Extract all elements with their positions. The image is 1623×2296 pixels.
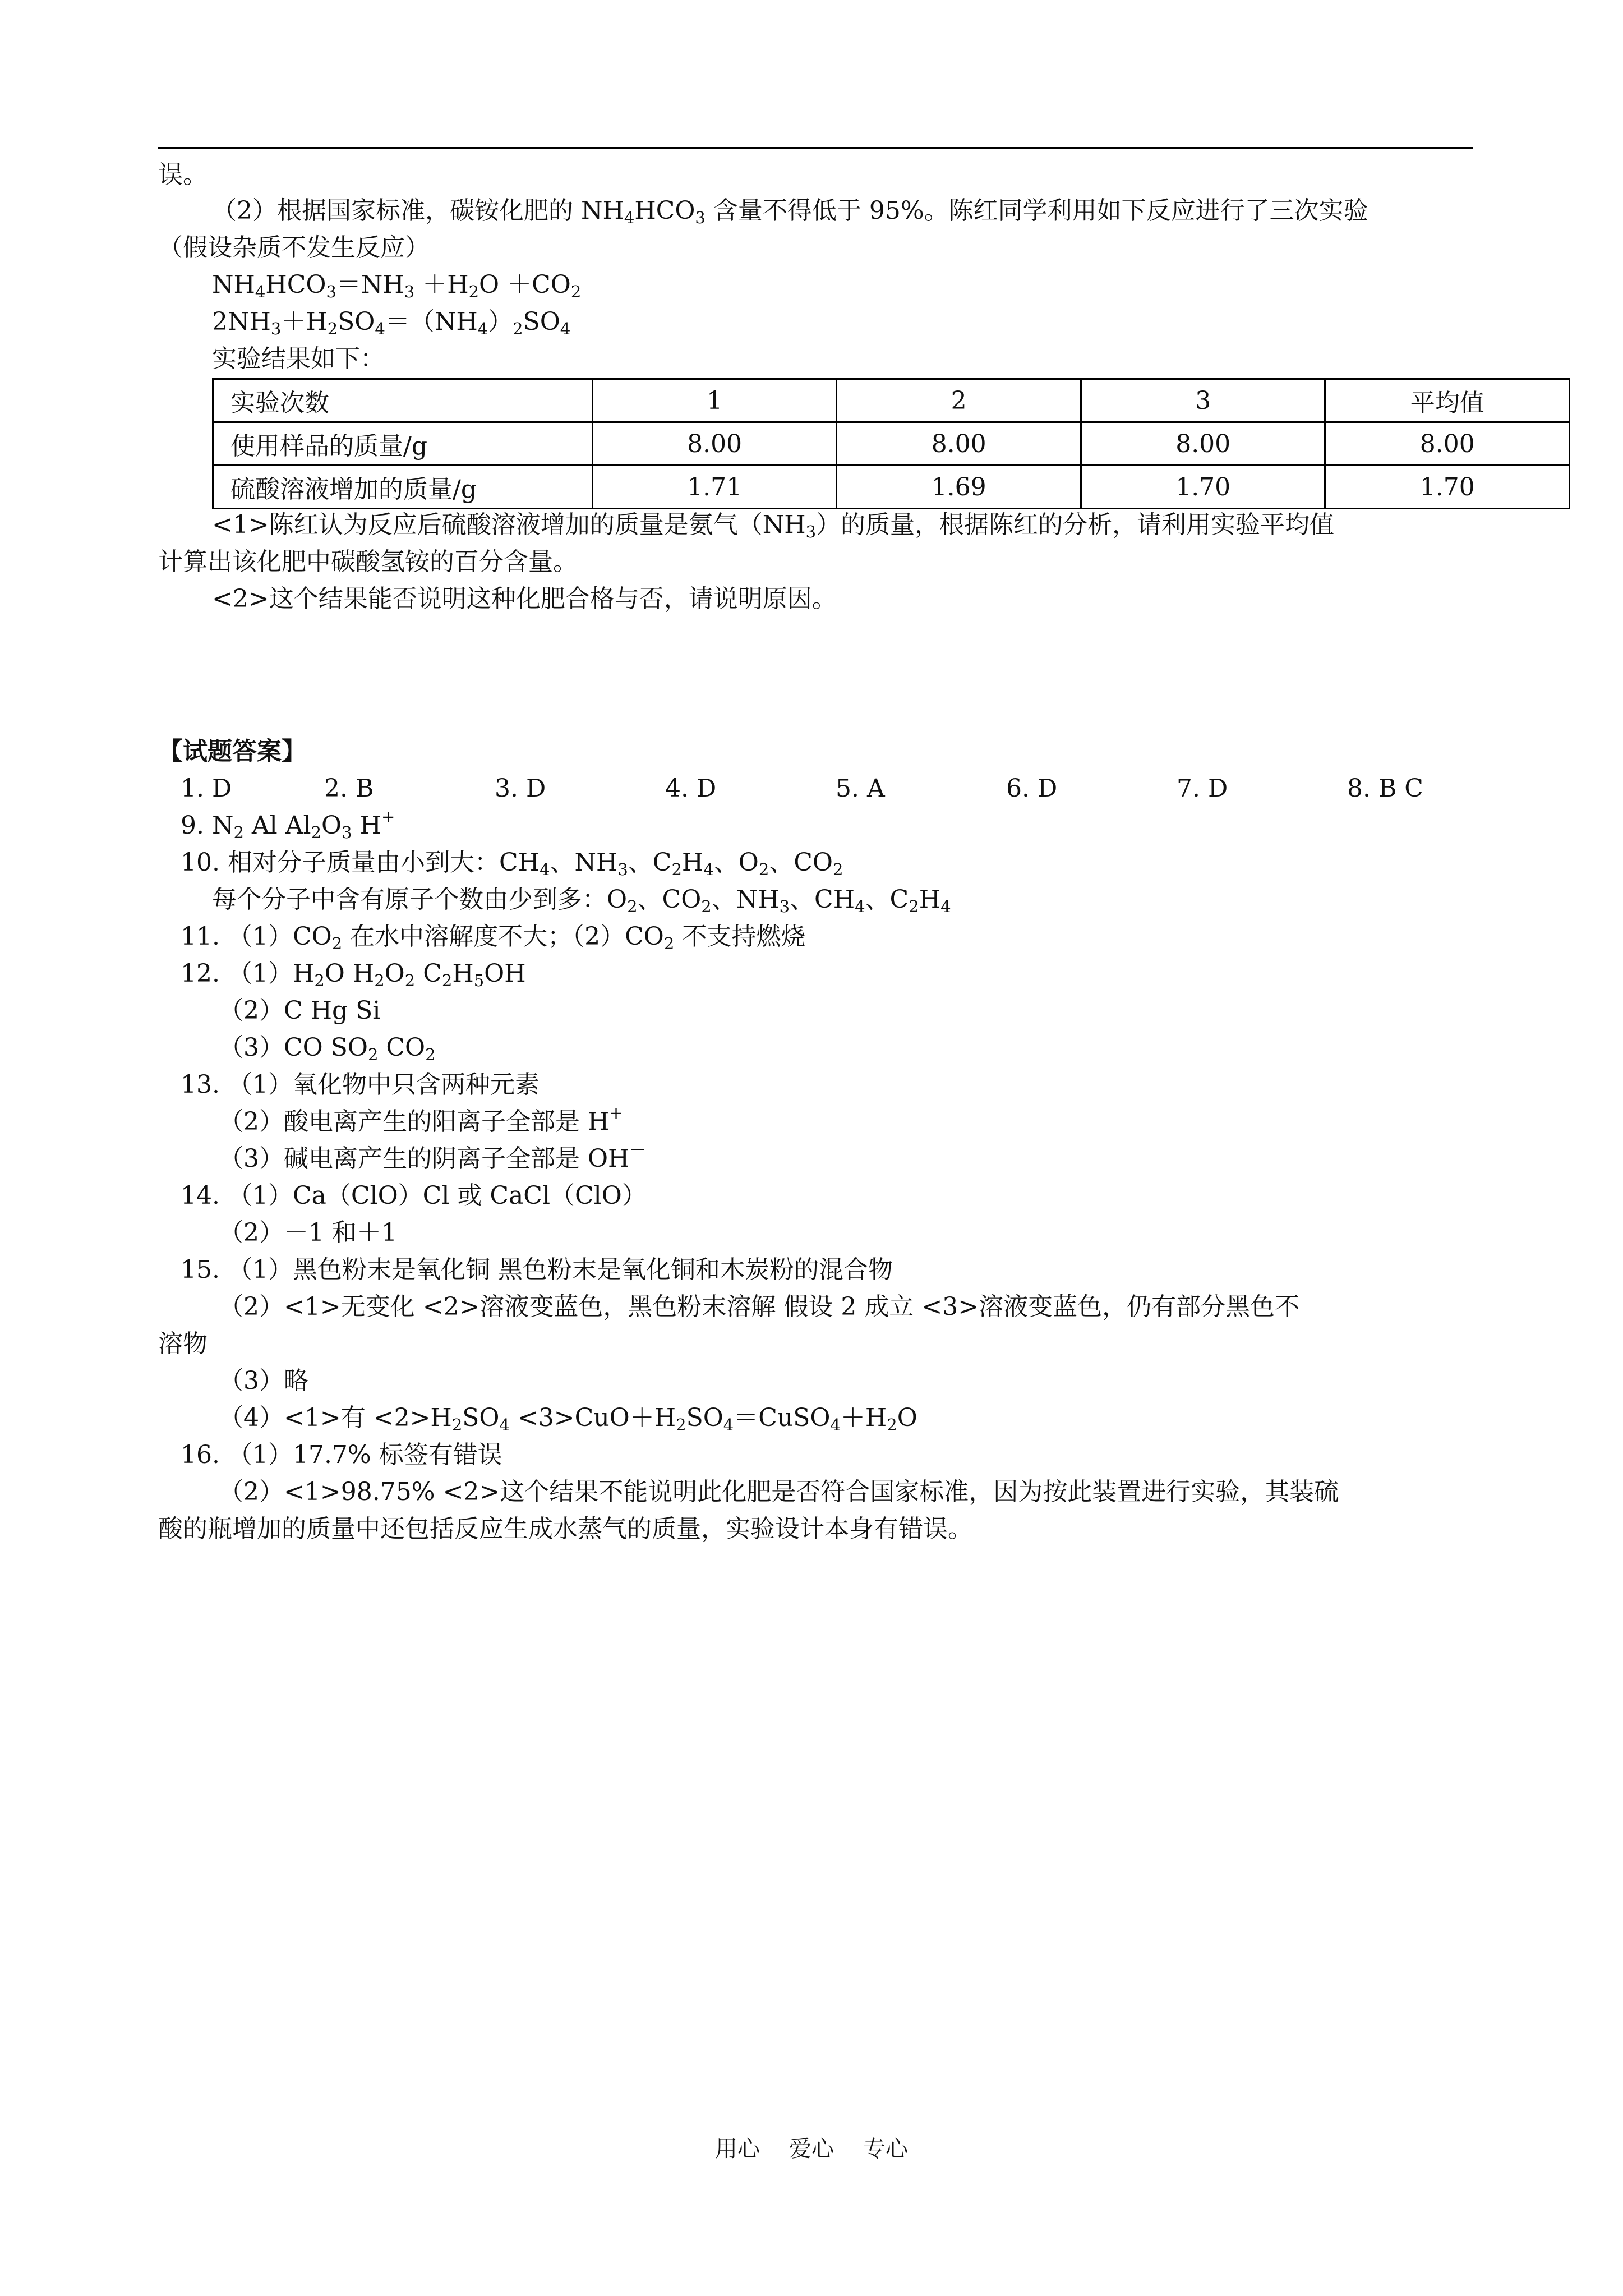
formula-text: O [321, 811, 342, 840]
formula-text: ＋H [840, 1404, 887, 1432]
formula-text: SO [462, 1404, 500, 1432]
footer-word: 专心 [863, 2136, 908, 2162]
question-2-assumption: （假设杂质不发生反应） [158, 233, 430, 262]
formula-text: 10. 相对分子质量由小到大：CH [181, 848, 540, 877]
formula-text: 11. （1）CO [181, 922, 332, 951]
formula-text: SO [338, 307, 375, 336]
formula-index: 4 [940, 897, 951, 916]
answers-heading: 【试题答案】 [158, 737, 306, 766]
formula-index: 2 [513, 319, 523, 338]
table-header-cell: 1 [592, 379, 837, 422]
formula-index: 2 [627, 897, 638, 916]
answer-mc-5: 5. A [836, 774, 885, 803]
formula-index: 2 [451, 1415, 463, 1434]
formula-index: 4 [560, 319, 571, 338]
formula-text: Al Al [243, 811, 311, 840]
formula-text: ＋H [281, 307, 328, 336]
formula-text: ＝NH [336, 270, 404, 299]
formula-index: 2 [311, 823, 322, 842]
formula-text: 12. （1）H [181, 959, 315, 988]
footer-word: 用心 [715, 2136, 760, 2162]
formula-index: － [629, 1140, 646, 1159]
table-cell: 硫酸溶液增加的质量/g [213, 466, 593, 509]
formula-text: 、NH [711, 885, 780, 914]
table-header-cell: 平均值 [1325, 379, 1570, 422]
formula-index: 4 [499, 1415, 510, 1434]
formula-index: 4 [255, 282, 266, 301]
answer-mc-8: 8. B C [1347, 774, 1423, 803]
sub-question-2: <2>这个结果能否说明这种化肥合格与否，请说明原因。 [212, 585, 837, 613]
answer-mc-4: 4. D [665, 774, 717, 803]
continuation-text: 误。 [158, 160, 208, 189]
formula-text: H [352, 811, 381, 840]
formula-index: 2 [909, 897, 919, 916]
formula-index: 2 [758, 860, 769, 879]
table-header-cell: 实验次数 [213, 379, 593, 422]
formula-index: 3 [326, 282, 336, 301]
answer-mc-7: 7. D [1177, 774, 1228, 803]
formula-index: + [609, 1103, 623, 1122]
formula-text: （2）酸电离产生的阳离子全部是 H [219, 1107, 610, 1136]
formula-text: 、C [865, 885, 909, 914]
formula-text: O H [324, 959, 375, 988]
answer-12-line-2: （2）C Hg Si [219, 996, 381, 1025]
formula-text: （3）CO SO [219, 1033, 368, 1062]
formula-text: ＋H [414, 270, 469, 299]
formula-index: 4 [830, 1415, 841, 1434]
formula-text: O [897, 1404, 917, 1432]
sub-question-1: <1>陈红认为反应后硫酸溶液增加的质量是氨气$(NH_3)$的质量，根据陈红的分析，请利用实验平均值 [212, 510, 1335, 541]
table-header-cell: 3 [1081, 379, 1325, 422]
formula-text: （4）<1>有 <2>H [219, 1404, 452, 1432]
formula-text: 、CH [790, 885, 855, 914]
formula-index: + [381, 807, 395, 826]
formula-index: 2 [570, 282, 582, 301]
answer-15-line-4: （3）略 [219, 1366, 308, 1395]
formula-text: 、CO [769, 848, 833, 877]
table-row [213, 422, 1570, 466]
table-cell: 1.71 [592, 466, 837, 509]
formula-index: 4 [703, 860, 714, 879]
formula-index: 2 [367, 1045, 379, 1064]
reaction-2 [212, 305, 570, 339]
formula-index: 2 [701, 897, 712, 916]
formula-index: 2 [314, 971, 325, 990]
answer-15-line-2: （2）<1>无变化 <2>溶液变蓝色，黑色粉末溶解 假设 2 成立 <3>溶液变蓝色，仍有部分黑色不 [219, 1292, 1300, 1321]
formula-text: C [415, 959, 442, 988]
footer-word: 爱心 [789, 2136, 834, 2162]
formula-text: 、NH [550, 848, 618, 877]
formula-text: SO [523, 307, 560, 336]
formula-index: 4 [477, 319, 488, 338]
answer-16-line-3: 酸的瓶增加的质量中还包括反应生成水蒸气的质量，实验设计本身有错误。 [158, 1515, 972, 1543]
formula-text: 、C [628, 848, 672, 877]
answer-mc-2: 2. B [324, 774, 374, 803]
formula-index: 2 [404, 971, 416, 990]
formula-text: H [919, 885, 941, 914]
formula-text: <3>CuO＋H [509, 1404, 676, 1432]
formula-index: 2 [327, 319, 338, 338]
header-rule [158, 147, 1473, 149]
table-cell: 8.00 [1081, 422, 1325, 466]
answer-9 [181, 809, 395, 843]
formula-index: 2 [833, 860, 843, 879]
table-cell: 1.70 [1081, 466, 1325, 509]
table-row [213, 379, 1570, 422]
formula-index: 2 [671, 860, 682, 879]
formula-text: 、CO [637, 885, 702, 914]
table-row [213, 466, 1570, 509]
table-cell: 1.70 [1325, 466, 1570, 509]
answer-10-line-2 [212, 883, 951, 917]
page-footer [0, 2135, 1623, 2163]
answer-mc-3: 3. D [495, 774, 546, 803]
table-cell: 8.00 [592, 422, 837, 466]
formula-index: 3 [342, 823, 352, 842]
formula-index: 2 [468, 282, 479, 301]
formula-text: OH [484, 959, 526, 988]
formula-text: （3）碱电离产生的阴离子全部是 OH [219, 1144, 630, 1173]
answer-16-line-2: （2）<1>98.75% <2>这个结果不能说明此化肥是否符合国家标准，因为按此装置进行实验，其装硫 [219, 1478, 1339, 1506]
formula-index: 2 [331, 934, 343, 953]
formula-text: 在水中溶解度不大；（2）CO [342, 922, 664, 951]
answer-12-line-3 [219, 1031, 436, 1065]
formula-index: 2 [663, 934, 675, 953]
formula-index: 4 [540, 860, 550, 879]
formula-text: 不支持燃烧 [674, 922, 806, 951]
sub-question-1-cont: 计算出该化肥中碳酸氢铵的百分含量。 [158, 547, 578, 576]
formula-text: 每个分子中含有原子个数由少到多：O [212, 885, 628, 914]
formula-index: 4 [375, 319, 385, 338]
formula-text: ） [488, 307, 513, 336]
formula-text: NH [212, 270, 255, 299]
answer-14-line-1: 14. （1）Ca（ClO）Cl 或 CaCl（ClO） [181, 1181, 647, 1210]
answer-13-line-3 [219, 1142, 645, 1176]
formula-text: 9. N [181, 811, 234, 840]
table-cell: 8.00 [837, 422, 1081, 466]
results-intro: 实验结果如下： [212, 344, 385, 373]
formula-text: 2NH [212, 307, 271, 336]
formula-text: O [384, 959, 405, 988]
formula-index: 3 [617, 860, 628, 879]
formula-text: CO [378, 1033, 426, 1062]
results-table [212, 378, 1570, 509]
formula-text: O ＋CO [479, 270, 571, 299]
formula-text: ＝（NH [385, 307, 478, 336]
table-cell: 使用样品的质量/g [213, 422, 593, 466]
reaction-1 [212, 268, 581, 302]
answer-mc-1: 1. D [181, 774, 232, 803]
formula-index: 3 [404, 282, 415, 301]
formula-index: 3 [779, 897, 790, 916]
answer-15-line-5 [219, 1401, 917, 1435]
formula-index: 2 [374, 971, 385, 990]
formula-text: H [452, 959, 474, 988]
question-2-intro: （2）根据国家标准，碳铵化肥的 $NH_4HCO_3$ 含量不得低于 95%。陈红同学利用如下反应进行了三次实验 [212, 196, 1368, 227]
formula-index: 5 [473, 971, 485, 990]
table-header-cell: 2 [837, 379, 1081, 422]
answer-10-line-1 [181, 846, 843, 880]
formula-index: 2 [676, 1415, 686, 1434]
answer-15-line-3: 溶物 [158, 1329, 208, 1358]
formula-text: HCO [265, 270, 326, 299]
answer-15-line-1: 15. （1）黑色粉末是氧化铜 黑色粉末是氧化铜和木炭粉的混合物 [181, 1255, 893, 1284]
answer-14-line-2: （2）－1 和＋1 [219, 1218, 397, 1247]
answer-mc-6: 6. D [1006, 774, 1058, 803]
answer-11 [181, 920, 805, 954]
answer-16-line-1: 16. （1）17.7% 标签有错误 [181, 1441, 502, 1469]
table-cell: 1.69 [837, 466, 1081, 509]
answer-13-line-2 [219, 1105, 623, 1139]
formula-index: 2 [425, 1045, 436, 1064]
formula-text: 、O [713, 848, 759, 877]
formula-index: 2 [233, 823, 244, 842]
answer-13-line-1: 13. （1）氧化物中只含两种元素 [181, 1070, 540, 1099]
table-cell: 8.00 [1325, 422, 1570, 466]
formula-text: H [681, 848, 704, 877]
formula-index: 4 [855, 897, 865, 916]
answer-12-line-1 [181, 957, 526, 991]
formula-index: 4 [723, 1415, 734, 1434]
formula-text: ＝CuSO [734, 1404, 831, 1432]
formula-text: SO [686, 1404, 723, 1432]
formula-index: 2 [887, 1415, 897, 1434]
formula-index: 3 [270, 319, 282, 338]
formula-index: 2 [441, 971, 453, 990]
